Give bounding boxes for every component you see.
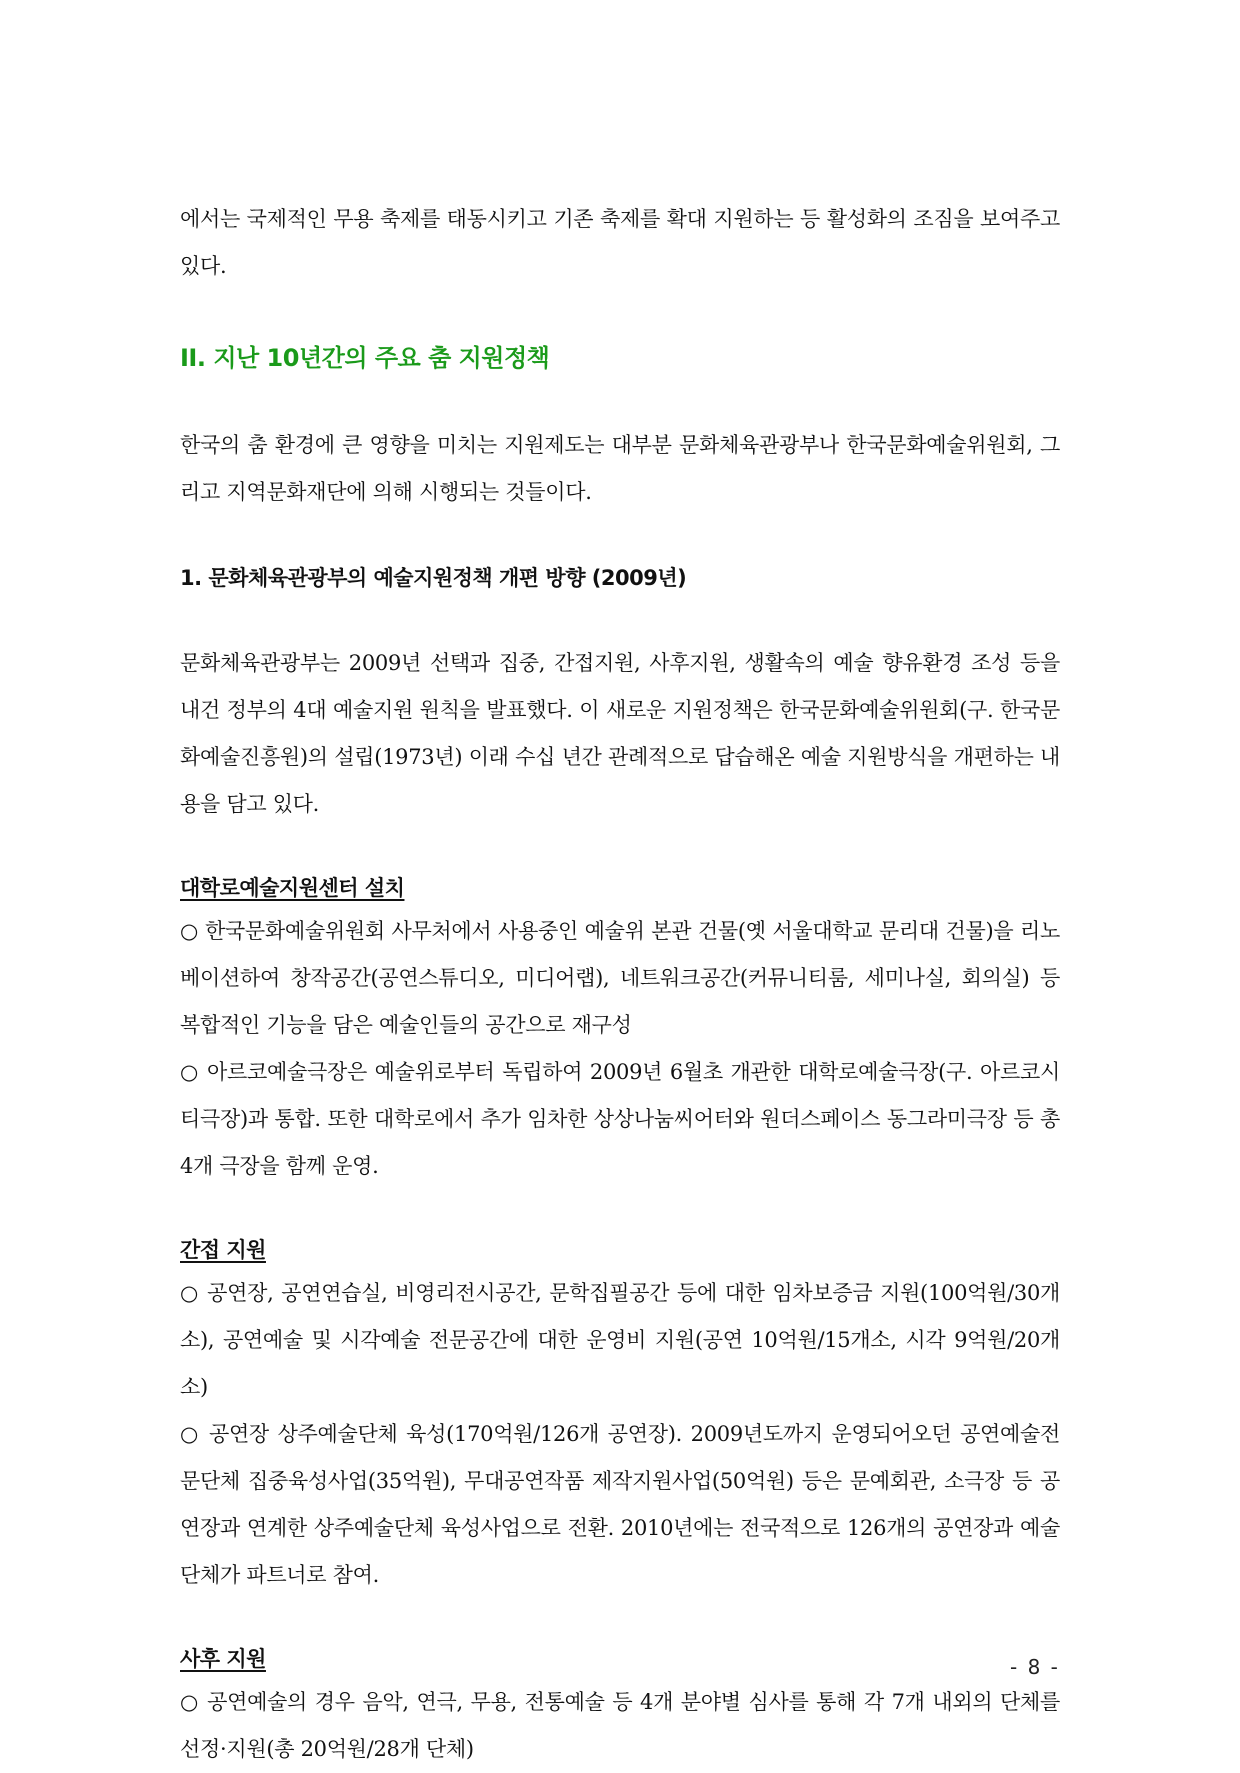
- topic-block-indirect-support: [180, 1230, 1060, 1599]
- topic-block-daehakro: [180, 868, 1060, 1190]
- intro-continuation-paragraph: 에서는 국제적인 무용 축제를 태동시키고 기존 축제를 확대 지원하는 등 활성화의 조짐을 보여주고 있다.: [180, 207, 1060, 278]
- topic-heading: 사후 지원: [180, 1647, 266, 1671]
- bullet-item: ○ 한국문화예술위원회 사무처에서 사용중인 예술위 본관 건물(옛 서울대학교 문리대 건물)을 리노베이션하여 창작공간(공연스튜디오, 미디어랩), 네트워크공간(커뮤니티룸, 세미나실, 회의실) 등 복합적인 기능을 담은 예술인들의 공간으로 재구성: [180, 919, 1060, 1037]
- bullet-item: ○ 공연장 상주예술단체 육성(170억원/126개 공연장). 2009년도까지 운영되어오던 공연예술전문단체 집중육성사업(35억원), 무대공연작품 제작지원사업(50억원) 등은 문예회관, 소극장 등 공연장과 연계한 상주예술단체 육성사업으로 전환. 2010년에는 전국적으로 126개의 공연장과 예술단체가 파트너로 참여.: [180, 1422, 1060, 1587]
- bullet-item: ○ 아르코예술극장은 예술위로부터 독립하여 2009년 6월초 개관한 대학로예술극장(구. 아르코시티극장)과 통합. 또한 대학로에서 추가 임차한 상상나눔씨어터와 원더스페이스 동그라미극장 등 총 4개 극장을 함께 운영.: [180, 1060, 1060, 1178]
- page-number: - 8 -: [1010, 1655, 1060, 1679]
- bullet-item: ○ 공연장, 공연연습실, 비영리전시공간, 문학집필공간 등에 대한 임차보증금 지원(100억원/30개소), 공연예술 및 시각예술 전문공간에 대한 운영비 지원(공연 10억원/15개소, 시각 9억원/20개소): [180, 1281, 1060, 1399]
- topic-heading: 대학로예술지원센터 설치: [180, 876, 405, 900]
- section-intro-paragraph: 한국의 춤 환경에 큰 영향을 미치는 지원제도는 대부분 문화체육관광부나 한국문화예술위원회, 그리고 지역문화재단에 의해 시행되는 것들이다.: [180, 433, 1060, 504]
- section-title: II. 지난 10년간의 주요 춤 지원정책: [180, 344, 550, 372]
- document-page: [180, 196, 1060, 1773]
- subsection-title: 1. 문화체육관광부의 예술지원정책 개편 방향 (2009년): [180, 566, 687, 590]
- topic-block-post-support: [180, 1639, 1060, 1773]
- subsection-body-paragraph: 문화체육관광부는 2009년 선택과 집중, 간접지원, 사후지원, 생활속의 예술 향유환경 조성 등을 내건 정부의 4대 예술지원 원칙을 발표했다. 이 새로운 지원정책은 한국문화예술위원회(구. 한국문화예술진흥원)의 설립(1973년) 이래 수십 년간 관례적으로 답습해온 예술 지원방식을 개편하는 내용을 담고 있다.: [180, 651, 1060, 816]
- bullet-item: ○ 공연예술의 경우 음악, 연극, 무용, 전통예술 등 4개 분야별 심사를 통해 각 7개 내외의 단체를 선정·지원(총 20억원/28개 단체): [180, 1690, 1060, 1761]
- topic-heading: 간접 지원: [180, 1238, 266, 1262]
